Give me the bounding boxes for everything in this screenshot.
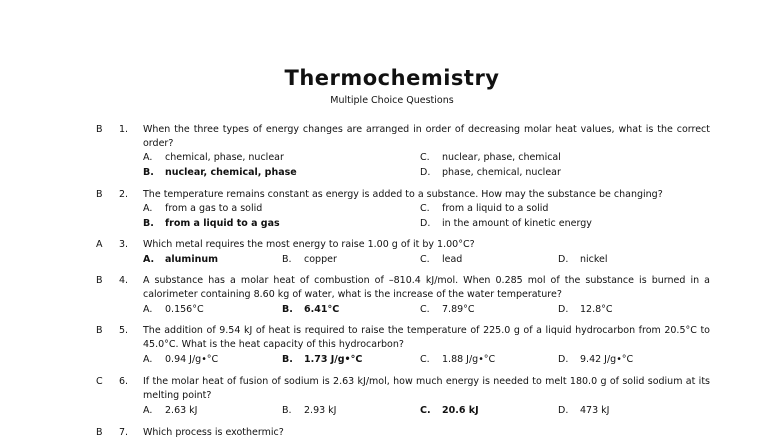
question-text: If the molar heat of fusion of sodium is 2.63 kJ/mol, how much energy is needed to melt 180.0 g of solid sodium at its melting point? [143,376,710,401]
question-text: Which metal requires the most energy to raise 1.00 g of it by 1.00°C? [143,239,475,250]
page-subtitle: Multiple Choice Questions [330,95,454,106]
option-text: nickel [580,254,608,265]
option-text: nuclear, phase, chemical [442,152,561,163]
option-a [143,303,204,317]
option-letter: C. [420,405,431,416]
page-title: Thermochemistry [284,66,500,90]
option-text: 20.6 kJ [442,405,479,416]
option-a [143,253,218,267]
question-text: Which process is exothermic? [143,427,284,438]
option-letter: A. [143,152,153,163]
option-text: 2.63 kJ [165,405,198,416]
option-b [143,217,280,231]
option-d [420,166,561,180]
answer-key: B [96,124,103,135]
option-text: in the amount of kinetic energy [442,218,592,229]
option-letter: D. [558,354,569,365]
option-c [420,303,475,317]
option-text: 0.94 J/g•°C [165,354,219,365]
answer-key: B [96,275,103,286]
option-text: 12.8°C [580,304,613,315]
option-letter: D. [558,304,569,315]
option-text: 1.73 J/g•°C [304,354,363,365]
option-c [420,151,561,165]
option-c [420,202,548,216]
option-letter: A. [143,203,153,214]
option-text: 473 kJ [580,405,610,416]
option-d [420,217,592,231]
option-letter: D. [558,254,569,265]
option-b [282,404,336,418]
question-number: 7. [119,427,129,438]
option-letter: A. [143,405,153,416]
option-b [282,303,339,317]
option-text: copper [304,254,337,265]
question-number: 2. [119,189,129,200]
answer-key: A [96,239,103,250]
option-text: chemical, phase, nuclear [165,152,284,163]
answer-key: B [96,427,103,438]
option-text: from a liquid to a gas [165,218,280,229]
option-letter: B. [282,304,293,315]
question-number: 5. [119,325,129,336]
option-letter: B. [282,354,293,365]
option-letter: C. [420,354,430,365]
option-letter: A. [143,254,155,265]
option-a [143,404,197,418]
question-text: When the three types of energy changes are arranged in order of decreasing molar heat values, what is the correct order? [143,124,710,149]
option-letter: D. [420,167,431,178]
question-text: The addition of 9.54 kJ of heat is required to raise the temperature of 225.0 g of a liquid hydrocarbon from 20.5°C to 45.0°C. What is the heat capacity of this hydrocarbon? [143,325,710,350]
option-text: aluminum [165,254,219,265]
option-a [143,202,262,216]
option-text: from a gas to a solid [165,203,263,214]
option-text: 7.89°C [442,304,475,315]
option-b [282,353,362,367]
option-letter: B. [143,218,154,229]
option-letter: C. [420,152,430,163]
option-letter: C. [420,304,430,315]
option-text: lead [442,254,463,265]
option-d [558,253,608,267]
question-number: 6. [119,376,129,387]
option-a [143,151,284,165]
option-text: 2.93 kJ [304,405,337,416]
option-text: 6.41°C [304,304,340,315]
option-d [558,404,609,418]
option-letter: B. [282,254,292,265]
question-number: 3. [119,239,129,250]
question-number: 1. [119,124,129,135]
option-text: phase, chemical, nuclear [442,167,561,178]
answer-key: B [96,189,103,200]
option-d [558,303,613,317]
option-a [143,353,218,367]
option-letter: C. [420,254,430,265]
option-text: 0.156°C [165,304,204,315]
question-text: The temperature remains constant as energy is added to a substance. How may the substance be changing? [143,189,663,200]
question-text: A substance has a molar heat of combustion of –810.4 kJ/mol. When 0.285 mol of the substance is burned in a calorimeter containing 8.60 kg of water, what is the increase of the water temperature? [143,275,710,300]
option-c [420,404,479,418]
option-d [558,353,633,367]
question-number: 4. [119,275,129,286]
option-letter: B. [282,405,292,416]
answer-key: C [96,376,103,387]
option-text: from a liquid to a solid [442,203,549,214]
option-c [420,253,462,267]
answer-key: B [96,325,103,336]
option-letter: A. [143,354,153,365]
option-text: nuclear, chemical, phase [165,167,297,178]
option-b [143,166,297,180]
option-c [420,353,495,367]
option-letter: D. [558,405,569,416]
option-text: 1.88 J/g•°C [442,354,496,365]
option-letter: C. [420,203,430,214]
option-letter: B. [143,167,154,178]
option-text: 9.42 J/g•°C [580,354,634,365]
option-letter: A. [143,304,153,315]
option-b [282,253,337,267]
option-letter: D. [420,218,431,229]
